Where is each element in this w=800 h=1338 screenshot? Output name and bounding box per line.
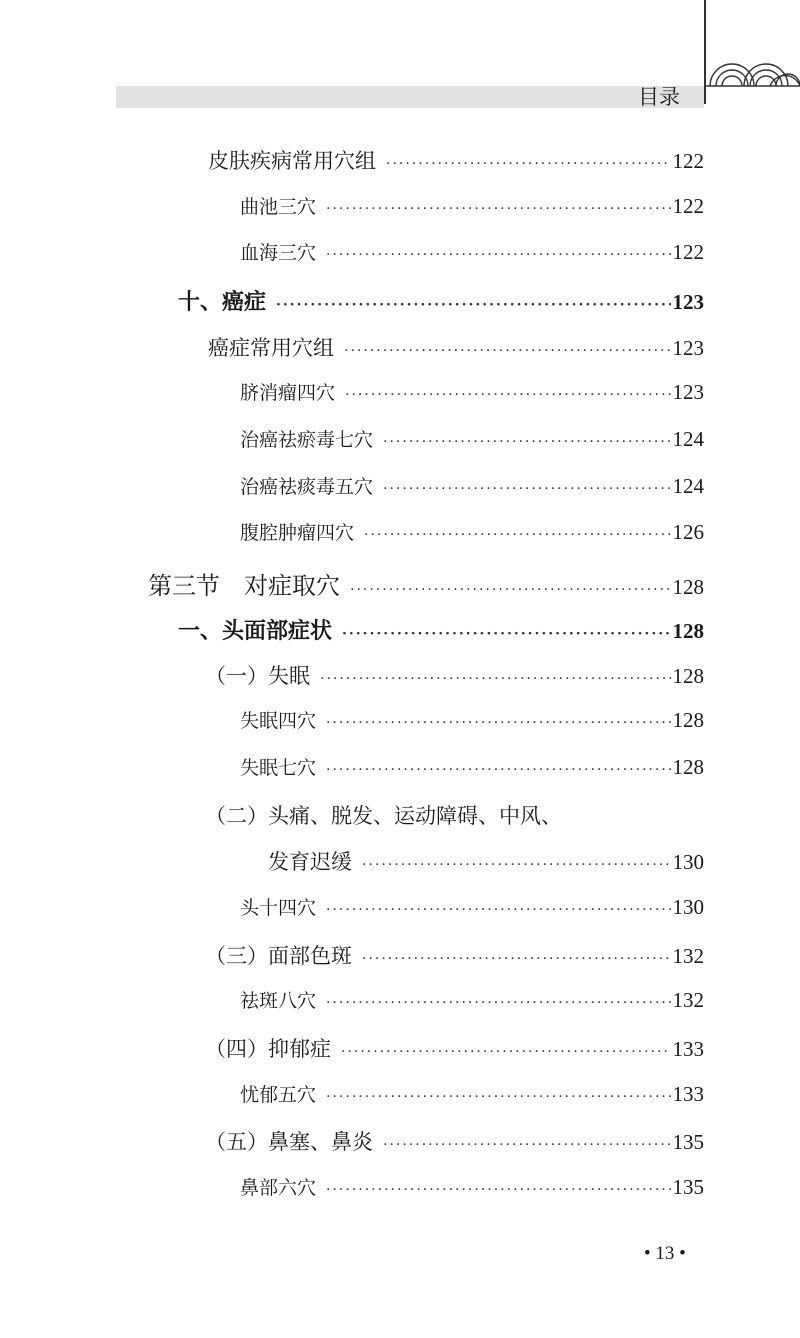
toc-entry[interactable]: [240, 893, 704, 920]
page-number: • 13 •: [644, 1243, 686, 1264]
toc-entry-title: 一、头面部症状: [178, 618, 333, 644]
toc-entry[interactable]: [205, 940, 704, 970]
toc-entry-page: 122: [672, 194, 704, 218]
toc-entry[interactable]: [178, 614, 704, 645]
header-band: [116, 86, 704, 108]
toc-entry-title: 十、癌症: [178, 289, 267, 315]
toc-entry-title: 癌症常用穴组: [208, 336, 334, 360]
toc-entry-title: 腹腔肿瘤四穴: [240, 522, 355, 544]
toc-leader: [345, 387, 670, 403]
toc-entry-page: 133: [672, 1082, 704, 1106]
toc-entry-heading-line: （二）头痛、脱发、运动障碍、中风、: [205, 804, 562, 828]
toc-entry[interactable]: [240, 753, 704, 780]
toc-entry-title: 失眠七穴: [240, 757, 317, 779]
header-section-label: 目录: [638, 85, 680, 109]
toc-leader: [276, 297, 670, 313]
toc-entry[interactable]: [240, 1173, 704, 1200]
toc-entry-title: （一）失眠: [205, 664, 310, 688]
toc-leader: [326, 902, 670, 918]
toc-entry[interactable]: [178, 285, 704, 316]
toc-entry[interactable]: [240, 1080, 704, 1107]
toc-entry-title: 曲池三穴: [240, 196, 317, 218]
toc-leader: [341, 1044, 671, 1060]
toc-leader: [362, 951, 671, 967]
toc-entry-title: 血海三穴: [240, 242, 317, 264]
toc-entry-page: 122: [672, 149, 704, 173]
toc-leader: [386, 156, 671, 172]
toc-leader: [364, 527, 670, 543]
toc-entry-page: 128: [672, 708, 704, 732]
toc-entry[interactable]: [240, 518, 704, 545]
toc-entry[interactable]: [240, 425, 704, 452]
toc-leader: [342, 626, 670, 642]
toc-leader: [326, 247, 670, 263]
toc-entry-title: 忧郁五穴: [240, 1084, 317, 1106]
toc-leader: [362, 857, 671, 873]
toc-entry[interactable]: [240, 238, 704, 265]
toc-entry[interactable]: [268, 846, 704, 876]
toc-entry-page: 135: [672, 1175, 704, 1199]
toc-leader: [326, 715, 670, 731]
toc-entry[interactable]: [148, 566, 704, 601]
toc-entry-page: 133: [672, 1037, 704, 1061]
toc-entry-page: 135: [672, 1130, 704, 1154]
toc-entry[interactable]: [205, 1033, 704, 1063]
toc-entry-page: 128: [672, 619, 704, 643]
toc-entry-page: 124: [672, 427, 704, 451]
cloud-ornament-icon: [706, 44, 800, 94]
toc-entry-page: 130: [672, 895, 704, 919]
toc-entry-page: 128: [672, 664, 704, 688]
toc-entry-title: 发育迟缓: [268, 850, 352, 874]
toc-entry-title: 治癌祛瘀毒七穴: [240, 429, 374, 451]
toc-entry[interactable]: [240, 192, 704, 219]
toc-entry[interactable]: [240, 986, 704, 1013]
toc-leader: [383, 434, 670, 450]
toc-entry[interactable]: [208, 145, 704, 175]
toc-entry[interactable]: [205, 660, 704, 690]
toc-entry-page: 123: [672, 336, 704, 360]
toc-leader: [326, 1182, 670, 1198]
toc-entry-title: 失眠四穴: [240, 710, 317, 732]
toc-entry[interactable]: [208, 332, 704, 362]
toc-entry-title: 第三节 对症取穴: [148, 572, 340, 600]
toc-entry[interactable]: [205, 1126, 704, 1156]
toc-entry-title: （四）抑郁症: [205, 1037, 331, 1061]
toc-entry-title: （三）面部色斑: [205, 944, 352, 968]
toc-leader: [326, 1089, 670, 1105]
toc-entry[interactable]: [240, 706, 704, 733]
toc-entry-page: 128: [672, 575, 704, 599]
toc-entry-title: （五）鼻塞、鼻炎: [205, 1130, 373, 1154]
toc-entry-title: 脐消瘤四穴: [240, 382, 336, 404]
toc-entry-title: 鼻部六穴: [240, 1177, 317, 1199]
toc-entry-page: 126: [672, 520, 704, 544]
toc-leader: [326, 762, 670, 778]
toc-entry-page: 122: [672, 240, 704, 264]
toc-leader: [344, 343, 671, 359]
toc-leader: [320, 671, 671, 687]
toc-entry-title: 头十四穴: [240, 897, 317, 919]
toc-entry-page: 128: [672, 755, 704, 779]
toc-entry-page: 123: [672, 290, 704, 314]
toc-entry-page: 123: [672, 380, 704, 404]
toc-leader: [326, 995, 670, 1011]
toc-entry-page: 132: [672, 944, 704, 968]
toc-entry[interactable]: [240, 472, 704, 499]
toc-leader: [383, 481, 670, 497]
toc-leader: [326, 201, 670, 217]
toc-leader: [350, 582, 671, 598]
toc-entry-title: 治癌祛痰毒五穴: [240, 476, 374, 498]
toc-entry-title: 皮肤疾病常用穴组: [208, 149, 376, 173]
toc-entry-title: 祛斑八穴: [240, 990, 317, 1012]
toc-entry[interactable]: [240, 378, 704, 405]
toc-entry-page: 130: [672, 850, 704, 874]
toc-leader: [383, 1137, 671, 1153]
toc-entry-page: 124: [672, 474, 704, 498]
toc-entry-page: 132: [672, 988, 704, 1012]
